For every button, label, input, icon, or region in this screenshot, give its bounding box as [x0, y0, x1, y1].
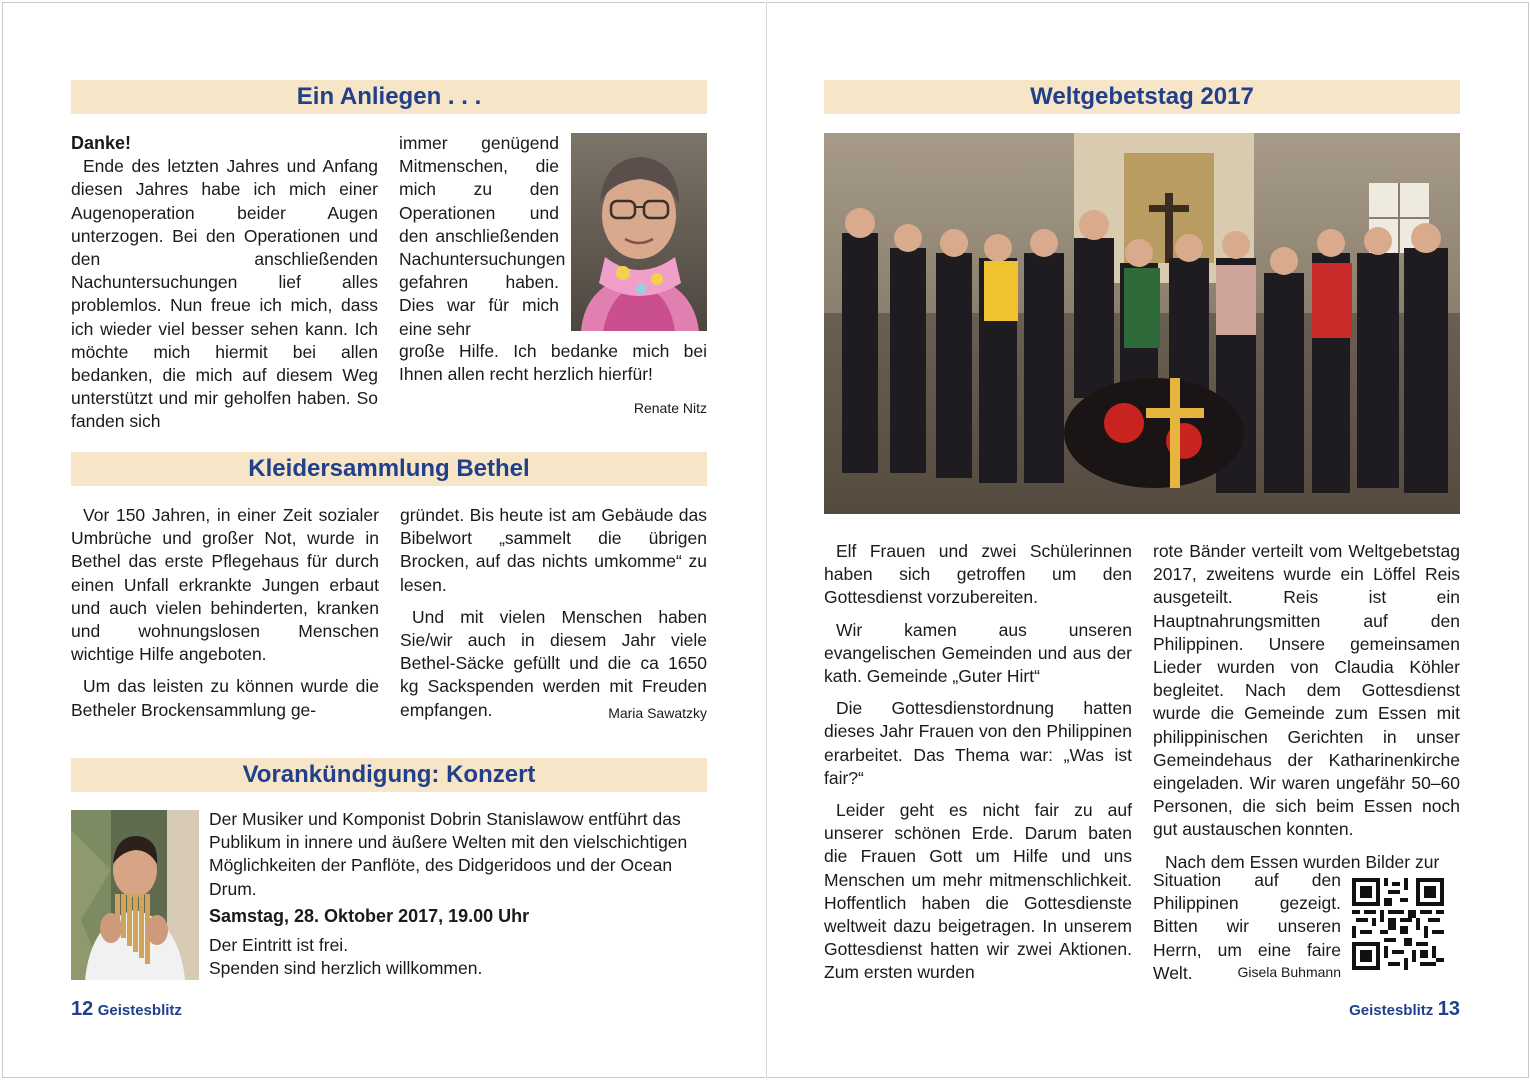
kleidersammlung-text-4: Und mit vielen Menschen haben Sie/wir auch in diesem Jahr viele Bethel-Säcke gefüllt und die ca 1650 kg Sackspenden werden mit Freuden empfangen.: [400, 606, 707, 720]
anliegen-subtitle: Danke!: [71, 133, 132, 153]
kleidersammlung-column-1: [71, 504, 379, 722]
kleidersammlung-author: Maria Sawatzky: [608, 705, 707, 721]
portrait-photo-renate-nitz: [571, 133, 707, 331]
anliegen-heading: Ein Anliegen . . .: [71, 80, 707, 114]
kleidersammlung-heading: Kleidersammlung Bethel: [71, 452, 707, 486]
konzert-heading: Vorankündigung: Konzert: [71, 758, 707, 792]
weltgebetstag-text-3: Die Gottesdienstordnung hatten dieses Jahr Frauen von den Philippinen erarbeitet. Das Thema war: „Was ist fair?“: [824, 698, 1132, 788]
anliegen-author: Renate Nitz: [633, 400, 707, 416]
weltgebetstag-heading: Weltgebetstag 2017: [824, 80, 1460, 114]
weltgebetstag-text-1: Elf Frauen und zwei Schülerinnen haben sich getroffen um den Gottesdienst vorzubereiten.: [824, 541, 1132, 608]
kleidersammlung-text-1: Vor 150 Jahren, in einer Zeit sozialer Umbrüche und großer Not, wurde in Bethel das erste Pflegehaus für durch einen Unfall erkrankte Jungen erbaut und auch vielen behinderten, kranken und wohnungslosen Menschen wichtige Hilfe angeboten.: [71, 505, 379, 665]
magazine-name: Geistesblitz: [1349, 1002, 1434, 1019]
weltgebetstag-column-1: [824, 540, 1132, 985]
konzert-text: Der Musiker und Komponist Dobrin Stanislawow entführt das Publikum in innere und äußere Welten mit den vielschichtigen Möglichkeiten der Panflöte, des Didgeridoos und der Ocean Drum.: [209, 809, 688, 899]
magazine-name: Geistesblitz: [97, 1002, 182, 1019]
page-number-right: [1349, 998, 1460, 1021]
anliegen-column-1: [71, 132, 378, 434]
anliegen-text-3: große Hilfe. Ich bedanke mich bei Ihnen allen recht herzlich hierfür!: [399, 341, 707, 385]
kleidersammlung-text-3: gründet. Bis heute ist am Gebäude das Bibelwort „sammelt die übrigen Brocken, auf das nichts umkomme“ zu lesen.: [400, 505, 707, 595]
konzert-date: Samstag, 28. Oktober 2017, 19.00 Uhr: [209, 906, 530, 926]
weltgebetstag-text-7: Situation auf den Philippinen gezeigt. Bitten wir unseren Herrn, um eine faire Welt.: [1153, 870, 1341, 983]
page-number-left: [71, 998, 182, 1021]
anliegen-text-2: immer genügend Mitmenschen, die mich zu den Operationen und den anschließenden Nachuntersuchungen gefahren haben. Dies war für mich eine sehr: [399, 133, 566, 339]
konzert-donations: Spenden sind herzlich willkommen.: [209, 958, 483, 979]
kleidersammlung-column-2: [400, 504, 707, 722]
weltgebetstag-column-2: [1153, 540, 1460, 874]
konzert-admission: Der Eintritt ist frei.: [209, 935, 349, 955]
qr-code[interactable]: [1352, 878, 1444, 970]
kleidersammlung-text-2: Um das leisten zu können wurde die Betheler Brockensammlung ge-: [71, 676, 379, 720]
anliegen-text-1: Ende des letzten Jahres und Anfang diesen Jahres habe ich mich einer Augenoperation beider Augen unterzogen. Bei den Operationen und den anschließenden Nachuntersuchungen lief alles problemlos. Nun freue ich mich, dass ich wieder viel besser sehen kann. Ich möchte mich hiermit bei allen bedanken, die mich auf diesem Weg unterstützt und mir geholfen haben. So fanden sich: [71, 156, 378, 432]
weltgebetstag-text-4: Leider geht es nicht fair zu auf unserer schönen Erde. Darum baten die Frauen Gott um Hilfe und uns Menschen um mehr mitmenschlichkeit. Hoffentlich haben die Gottesdienste weltweit dazu beigetragen. In unserem Gottesdienst hatten wir zwei Aktionen. Zum ersten wurden: [824, 800, 1132, 983]
weltgebetstag-text-6: Nach dem Essen wurden Bilder zur: [1165, 851, 1440, 872]
musician-photo: [71, 810, 199, 980]
weltgebetstag-author: Gisela Buhmann: [1237, 964, 1341, 980]
konzert-info: [209, 934, 707, 980]
weltgebetstag-text-5: rote Bänder verteilt vom Weltgebetstag 2017, zweitens wurde ein Löffel Reis ausgeteilt. Reis ist ein Hauptnahrungsmitten auf den Philippinen. Unsere gemeinsamen Lieder wurden von Claudia Köhler begleitet. Nach dem Gottesdienst wurde die Gemeinde zum Essen mit philippinischen Gerichten in unser Gemeindehaus der Katharinenkirche eingeladen. Wir waren ungefähr 50–60 Personen, die sich beim Essen noch gut austauschen konnten.: [1153, 541, 1460, 840]
page-number: 13: [1437, 998, 1460, 1020]
weltgebetstag-text-2: Wir kamen aus unseren evangelischen Gemeinden und aus der kath. Gemeinde „Guter Hirt“: [824, 619, 1132, 687]
page-number: 12: [71, 998, 94, 1020]
group-photo-weltgebetstag: [824, 133, 1460, 514]
